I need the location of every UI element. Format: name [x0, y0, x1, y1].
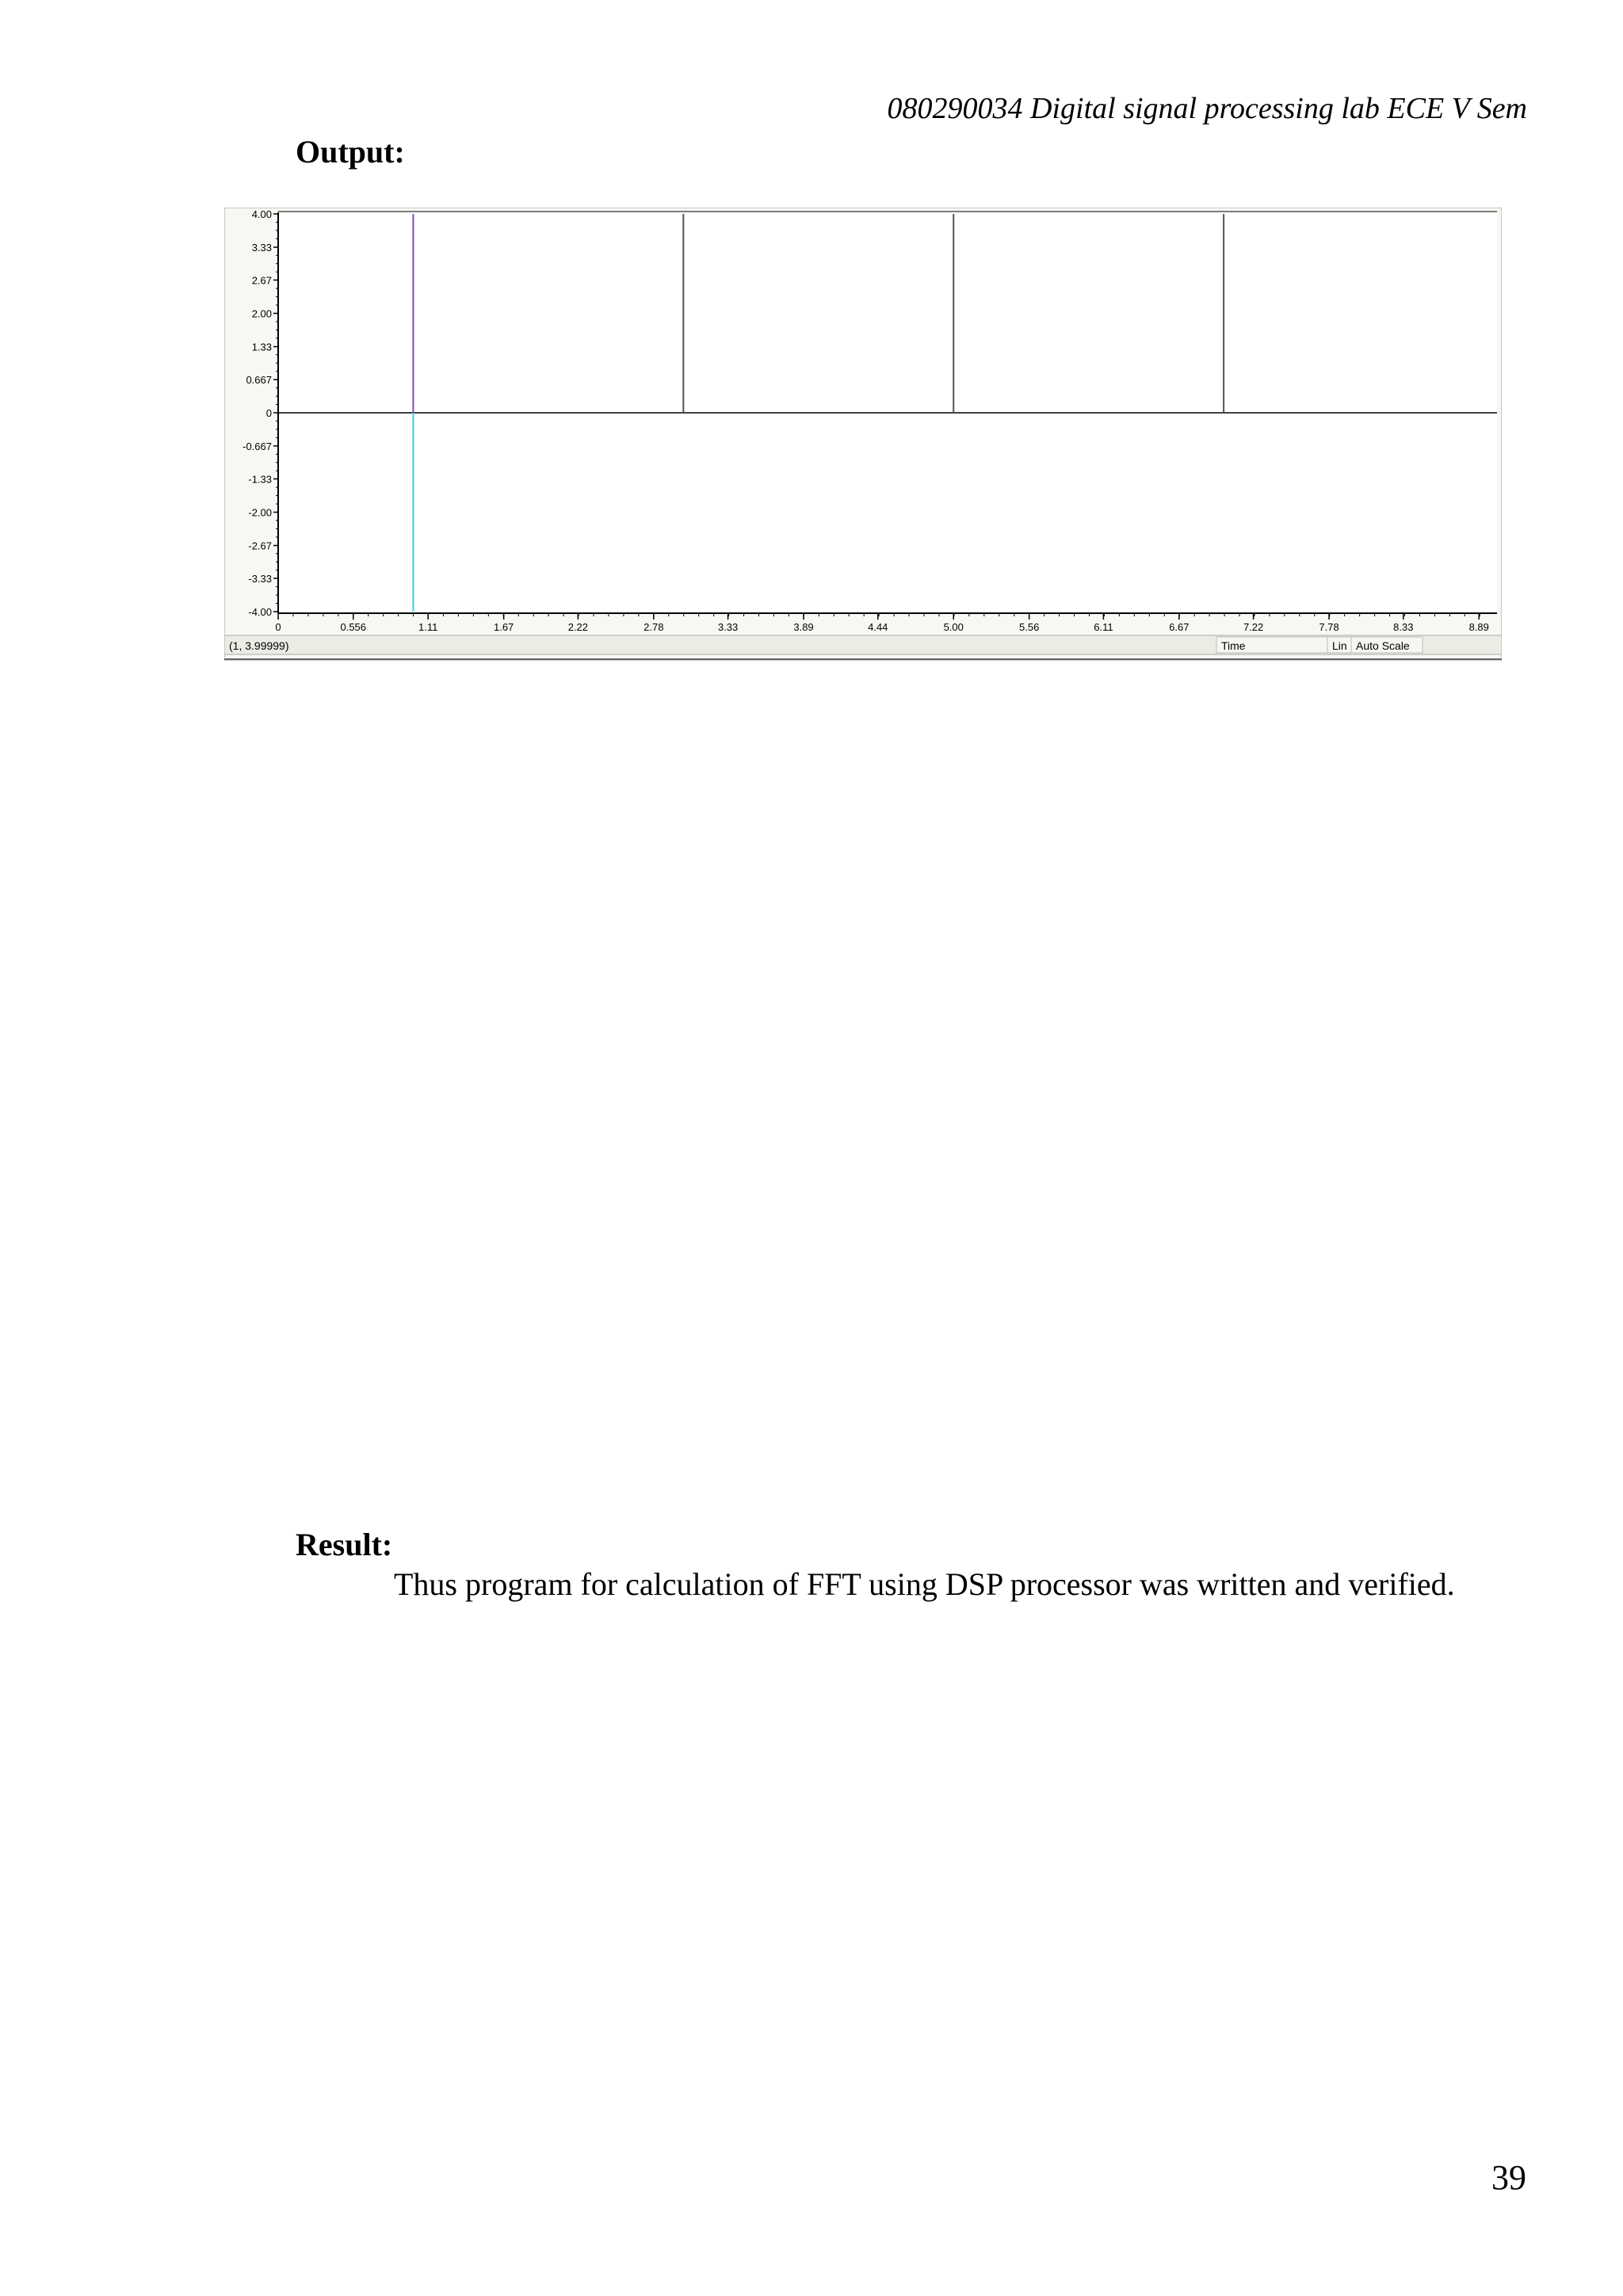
x-tick-label: 6.11	[1094, 621, 1113, 633]
result-heading: Result:	[296, 1527, 393, 1562]
y-tick-label: -3.33	[248, 572, 272, 585]
x-tick-label: 2.78	[643, 621, 664, 633]
page-number: 39	[1491, 2158, 1526, 2197]
x-tick-label: 2.22	[567, 621, 589, 633]
y-tick-label: 0.667	[246, 374, 272, 387]
y-tick-label: 2.00	[251, 307, 272, 320]
status-scale-mode[interactable]: Lin	[1332, 639, 1347, 652]
x-tick-label: 5.00	[943, 621, 964, 633]
x-tick-label: 0.556	[340, 621, 367, 633]
y-tick-label: 3.33	[251, 242, 272, 254]
x-tick-label: 3.89	[793, 621, 814, 633]
x-tick-label: 7.78	[1319, 621, 1339, 633]
x-tick-label: 6.67	[1169, 621, 1190, 633]
y-tick-label: 1.33	[251, 341, 272, 353]
result-text: Thus program for calculation of FFT using DSP processor was written and verified.	[394, 1566, 1455, 1602]
status-autoscale[interactable]: Auto Scale	[1356, 639, 1410, 652]
x-tick-label: 5.56	[1019, 621, 1040, 633]
graph-window	[224, 208, 1502, 661]
y-tick-label: -2.67	[248, 540, 272, 552]
y-tick-label: -2.00	[248, 506, 272, 519]
y-tick-label: -1.33	[248, 473, 272, 486]
status-readout: (1, 3.99999)	[229, 639, 289, 652]
x-tick-label: 3.33	[717, 621, 739, 633]
page-header: 080290034 Digital signal processing lab ECE V Sem	[887, 92, 1527, 125]
x-tick-label: 8.33	[1393, 621, 1414, 633]
x-tick-label: 1.67	[493, 621, 514, 633]
x-tick-label: 7.22	[1243, 621, 1264, 633]
y-tick-label: -4.00	[248, 606, 272, 618]
y-tick-label: 2.67	[251, 274, 272, 287]
y-tick-label: -0.667	[242, 440, 272, 452]
status-bar	[224, 635, 1502, 654]
x-tick-label: 0	[275, 621, 281, 633]
fft-output-plot	[224, 208, 1502, 661]
y-tick-label: 0	[265, 407, 272, 419]
x-tick-label: 1.11	[418, 621, 438, 633]
x-tick-label: 4.44	[868, 621, 888, 633]
status-xlabel: Time	[1221, 639, 1246, 652]
y-tick-label: 4.00	[251, 208, 272, 220]
output-heading: Output:	[296, 134, 405, 170]
x-tick-label: 8.89	[1468, 621, 1489, 633]
